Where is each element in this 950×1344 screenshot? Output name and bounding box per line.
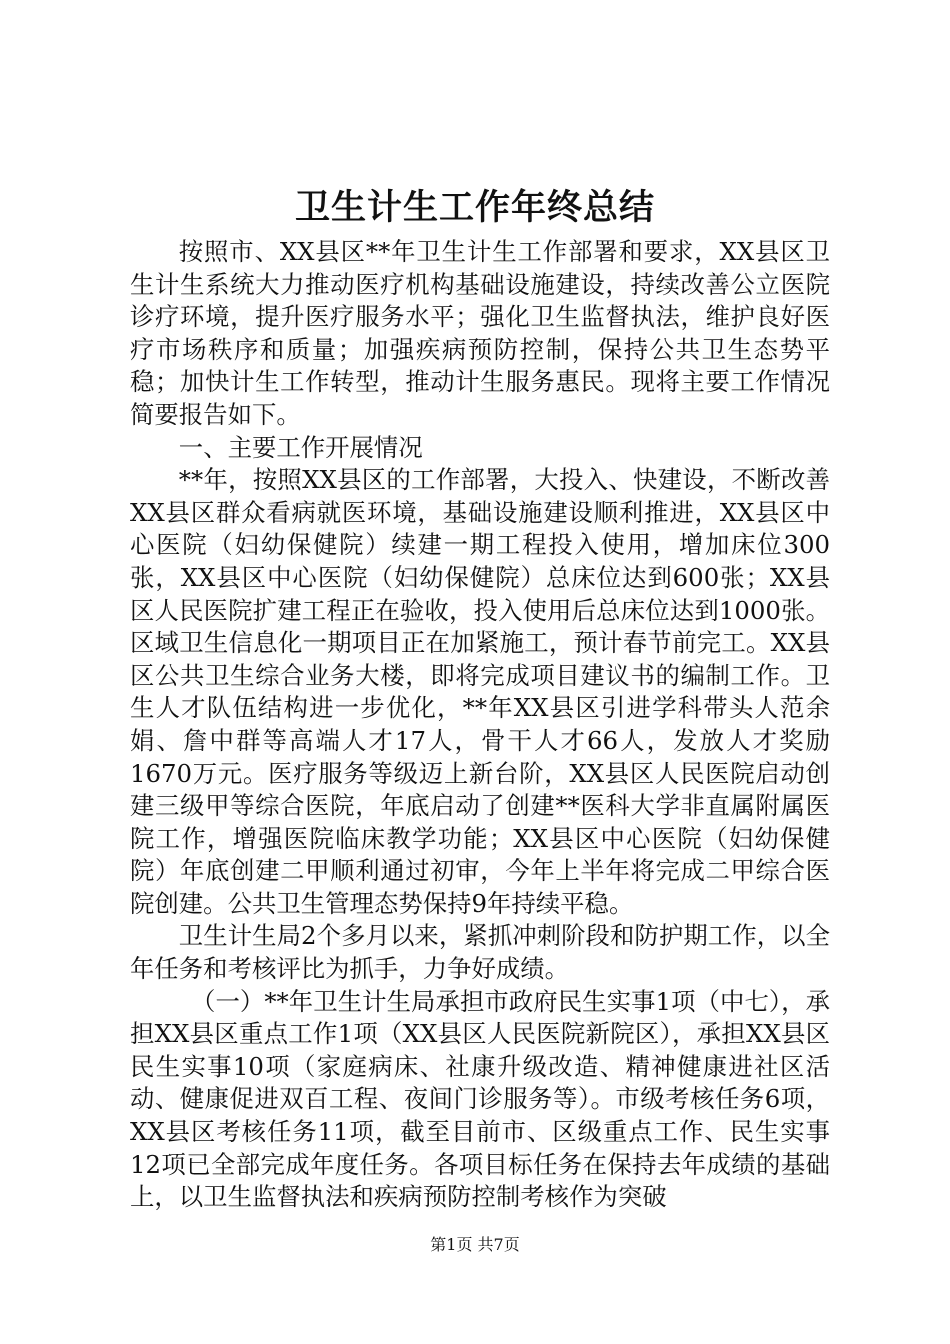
page-number-footer: 第1页 共7页 — [430, 1235, 520, 1254]
section-heading: 一、主要工作开展情况 — [178, 432, 423, 462]
document-body — [130, 236, 830, 1214]
paragraph-subsection-1: （一）**年卫生计生局承担市政府民生实事1项（中七），承担XX县区重点工作1项（XX县区人民医院新院区），承担XX县区民生实事10项（家庭病床、社康升级改造、精神健康进社区活动、健康促进双百工程、夜间门诊服务等）。市级考核任务6项，XX县区考核任务11项，截至目前市、区级重点工作、民生实事12项已全部完成年度任务。各项目标任务在保持去年成绩的基础上，以卫生监督执法和疾病预防控制考核作为突破 — [130, 986, 830, 1212]
paragraph-bureau-summary: 卫生计生局2个多月以来，紧抓冲刺阶段和防护期工作，以全年任务和考核评比为抓手，力争好成绩。 — [130, 921, 830, 984]
document-title: 卫生计生工作年终总结 — [294, 187, 655, 228]
paragraph-main-work: **年，按照XX县区的工作部署，大投入、快建设，不断改善XX县区群众看病就医环境，基础设施建设顺利推进，XX县区中心医院（妇幼保健院）续建一期工程投入使用，增加床位300张，XX县区中心医院（妇幼保健院）总床位达到600张；XX县区人民医院扩建工程正在验收，投入使用后总床位达到1000张。区域卫生信息化一期项目正在加紧施工，预计春节前完工。XX县区公共卫生综合业务大楼，即将完成项目建议书的编制工作。卫生人才队伍结构进一步优化，**年XX县区引进学科带头人范余娟、詹中群等高端人才17人，骨干人才66人，发放人才奖励1670万元。医疗服务等级迈上新台阶，XX县区人民医院启动创建三级甲等综合医院，年底启动了创建**医科大学非直属附属医院工作，增强医院临床教学功能；XX县区中心医院（妇幼保健院）年底创建二甲顺利通过初审，今年上半年将完成二甲综合医院创建。公共卫生管理态势保持9年持续平稳。 — [130, 465, 830, 918]
paragraph-intro: 按照市、XX县区**年卫生计生工作部署和要求，XX县区卫生计生系统大力推动医疗机构基础设施建设，持续改善公立医院诊疗环境，提升医疗服务水平；强化卫生监督执法，维护良好医疗市场秩序和质量；加强疾病预防控制，保持公共卫生态势平稳；加快计生工作转型，推动计生服务惠民。现将主要工作情况简要报告如下。 — [130, 237, 830, 429]
